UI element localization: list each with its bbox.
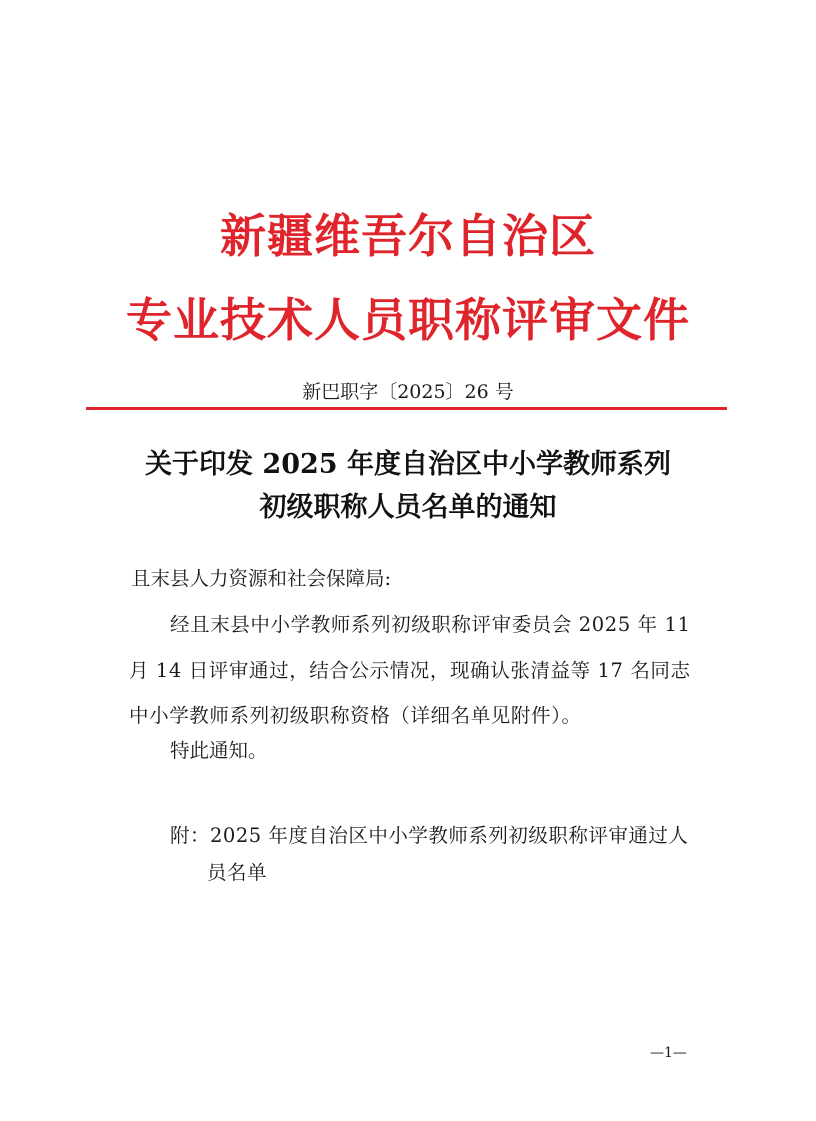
page-number: —1— xyxy=(650,1045,687,1061)
body-line-2: 月 14 日评审通过，结合公示情况，现确认张清益等 17 名同志 xyxy=(129,659,691,682)
addressee: 且末县人力资源和社会保障局: xyxy=(131,567,392,590)
attachment-line-2: 员名单 xyxy=(207,861,268,884)
attachment-line-1: 附：2025 年度自治区中小学教师系列初级职称评审通过人 xyxy=(170,824,689,847)
masthead-line-2: 专业技术人员职称评审文件 xyxy=(126,293,690,347)
document-number: 新巴职字〔2025〕26 号 xyxy=(302,381,514,403)
closing-remark: 特此通知。 xyxy=(170,739,268,762)
masthead-line-1: 新疆维吾尔自治区 xyxy=(220,209,596,263)
body-line-3: 中小学教师系列初级职称资格（详细名单见附件）。 xyxy=(129,704,582,727)
body-line-1: 经且末县中小学教师系列初级职称评审委员会 2025 年 11 xyxy=(170,613,691,636)
notice-title-line-2: 初级职称人员名单的通知 xyxy=(259,492,557,523)
notice-title-line-1: 关于印发 2025 年度自治区中小学教师系列 xyxy=(145,449,671,480)
red-divider-line xyxy=(86,407,727,410)
